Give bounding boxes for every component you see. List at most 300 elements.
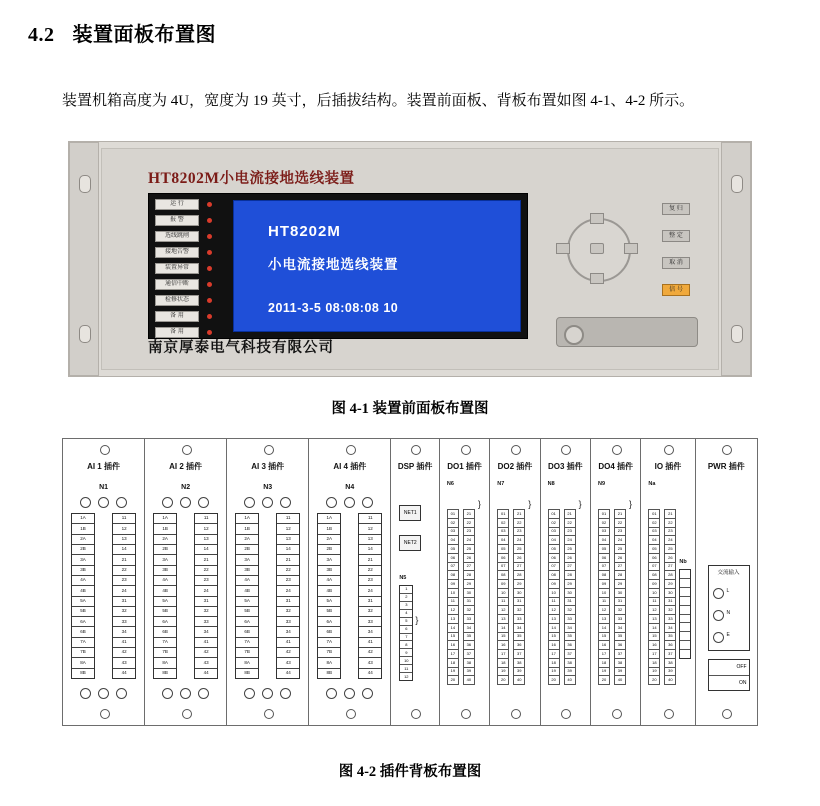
led-indicator-icon [207,266,212,271]
round-terminal-icon [198,688,209,699]
terminal-cell: 12 [359,524,381,534]
pin: 21 [463,509,475,518]
card-do3 [541,439,591,725]
terminal-cell: 31 [277,597,299,607]
round-terminal-icon [362,497,373,508]
pin: 02 [548,518,560,527]
pin-column-left [648,509,660,685]
pin: 10 [548,588,560,597]
pin: 38 [564,658,576,667]
pin: 02 [497,518,509,527]
pin: 22 [614,518,626,527]
pin: 11 [497,597,509,606]
pin: 39 [564,667,576,676]
pin: 25 [513,544,525,553]
pin: 37 [564,649,576,658]
terminal-cell: 6A [318,617,340,627]
pin: 26 [664,553,676,562]
terminal-cell: 11 [195,514,217,524]
round-terminal-icon [344,688,355,699]
pin: 35 [513,632,525,641]
power-terminal-label: 交流输入 [717,570,740,576]
round-terminal-icon [280,688,291,699]
pin: 12 [447,605,459,614]
led-row [155,198,225,212]
round-terminal-icon [244,497,255,508]
led-label: 运 行 [155,199,199,210]
pin: 10 [648,588,660,597]
page-title [28,18,216,47]
pin: 17 [548,649,560,658]
network-port-2[interactable]: NET2 [399,535,421,551]
screw-icon [264,709,274,719]
lcd-line-datetime: 2011-3-5 08:08:08 10 [268,301,399,315]
round-terminal-icon [262,688,273,699]
terminal-cell: 41 [277,638,299,648]
pin: 25 [564,544,576,553]
connector-pin [680,632,690,641]
card-title: PWR 插件 [707,462,745,471]
card-connector-id: N6 [446,481,454,487]
screw-icon [182,709,192,719]
connector-pin [680,570,690,579]
pin: 12 [548,605,560,614]
pin: 20 [548,675,560,685]
pin: 01 [548,509,560,518]
round-terminal-icon [162,497,173,508]
pin: 30 [664,588,676,597]
terminal-cell: 14 [359,545,381,555]
terminal-cell: 7A [236,638,258,648]
connector-pin: 10 [400,657,412,665]
terminal-cell: 7A [72,638,94,648]
pin: 11 [447,597,459,606]
connector-pin: 12 [404,673,409,679]
round-terminal-icon [326,688,337,699]
led-label: 接地告警 [155,247,199,258]
pin: 10 [598,588,610,597]
pin: 29 [513,579,525,588]
round-terminal-icon [180,497,191,508]
round-terminal-icon [116,688,127,699]
terminal-cell: 22 [195,566,217,576]
pin: 10 [497,588,509,597]
connector-pin: 1 [400,586,412,594]
pin: 03 [548,527,560,536]
pin: 24 [664,535,676,544]
led-label: 选线跳闸 [155,231,199,242]
pin-column-right [463,509,475,685]
pin: 25 [664,544,676,553]
key-right-button[interactable] [624,243,638,254]
terminal-cell: 43 [195,658,217,668]
terminal-cell: 4B [154,586,176,596]
connector-strip [679,569,691,659]
terminal-cell: 4B [236,586,258,596]
pin: 30 [564,588,576,597]
pin: 13 [497,614,509,623]
round-terminal-icon [244,688,255,699]
mounting-ear-right [721,142,751,376]
terminal-cell: 4B [72,586,94,596]
key-up-button[interactable] [590,213,604,224]
terminal-cell: 24 [195,586,217,596]
pin: 04 [497,535,509,544]
pin: 31 [664,597,676,606]
pin: 33 [463,614,475,623]
terminal-cell: 11 [359,514,381,524]
screw-icon [612,709,622,719]
pin: 01 [598,509,610,518]
pin: 39 [513,667,525,676]
key-enter-button[interactable] [590,243,604,254]
card-title: IO 插件 [654,462,682,471]
pin: 38 [513,658,525,667]
pin: 18 [548,658,560,667]
pin: 07 [598,562,610,571]
terminal-cell: 8A [154,658,176,668]
led-indicator-icon [207,298,212,303]
body-paragraph: 装置机箱高度为 4U，宽度为 19 英寸，后插拔结构。装置前面板、背板布置如图 4-1、4-2 所示。 [62,93,695,109]
power-terminal-icon [713,588,724,599]
screw-icon [511,709,521,719]
pin: 20 [648,675,660,685]
pin-column-left [447,509,459,685]
pin: 17 [598,649,610,658]
led-label: 检修状态 [155,295,199,306]
pin: 20 [447,675,459,685]
pin: 10 [447,588,459,597]
pin: 36 [513,640,525,649]
pin: 39 [463,667,475,676]
pin: 01 [497,509,509,518]
pin: 19 [648,667,660,676]
terminal-block-right [194,513,218,679]
pin: 15 [598,632,610,641]
pin: 35 [564,632,576,641]
pin: 34 [614,623,626,632]
terminal-cell: 33 [195,617,217,627]
pin: 17 [497,649,509,658]
pin: 19 [447,667,459,676]
led-label: 备 用 [155,311,199,322]
card-connector-id: N8 [547,481,555,487]
terminal-cell: 14 [277,545,299,555]
terminal-cell: 22 [113,566,135,576]
pin: 40 [463,675,475,685]
settings-button[interactable]: 整 定 [662,230,690,242]
screw-icon [346,445,356,455]
terminal-cell: 3B [154,566,176,576]
brace-marker: } [578,499,582,509]
pin: 14 [447,623,459,632]
led-indicator-icon [207,330,212,335]
pin: 40 [513,675,525,685]
pin: 37 [664,649,676,658]
terminal-cell: 6A [72,617,94,627]
pin: 23 [664,527,676,536]
pin: 26 [564,553,576,562]
terminal-cell: 3A [318,555,340,565]
pin: 19 [598,667,610,676]
terminal-cell: 14 [113,545,135,555]
terminal-cell: 2B [236,545,258,555]
terminal-cell: 2B [154,545,176,555]
pin-column-left [497,509,509,685]
device-name-text: 小电流接地选线装置 [219,171,355,187]
led-row [155,310,225,324]
terminal-cell: 11 [113,514,135,524]
card-title: AI 3 插件 [251,462,285,471]
card-title: DSP 插件 [397,462,433,471]
terminal-cell: 4A [236,576,258,586]
terminal-cell: 6B [154,627,176,637]
terminal-cell: 5A [236,597,258,607]
terminal-cell: 34 [113,627,135,637]
terminal-cell: 8B [162,670,168,676]
led-label: 报 警 [155,215,199,226]
reset-button[interactable]: 复 归 [662,203,690,215]
pin: 06 [447,553,459,562]
pin: 23 [614,527,626,536]
screw-icon [511,445,521,455]
terminal-cell: 3B [236,566,258,576]
pin: 08 [447,570,459,579]
pin: 22 [463,518,475,527]
terminal-cell: 44 [367,670,373,676]
brace-marker: } [477,499,481,509]
dip-switch-on-label[interactable]: ON [739,679,747,686]
terminal-cell: 24 [359,586,381,596]
brace-marker: } [629,499,633,509]
terminal-cell: 13 [195,535,217,545]
terminal-cell: 4B [318,586,340,596]
key-down-button[interactable] [590,273,604,284]
pin: 05 [548,544,560,553]
screw-icon [264,445,274,455]
round-terminal-row [63,497,144,508]
card-connector-id-2: Nb [679,559,687,565]
pin: 34 [664,623,676,632]
cancel-button[interactable]: 取 消 [662,257,690,269]
led-row [155,278,225,292]
round-terminal-icon [362,688,373,699]
connector-pin: 2 [400,594,412,602]
navigation-keypad[interactable] [554,215,640,301]
terminal-cell: 6B [72,627,94,637]
terminal-cell: 3B [318,566,340,576]
terminal-cell: 21 [277,555,299,565]
terminal-cell: 3B [72,566,94,576]
pin: 15 [497,632,509,641]
pin: 11 [648,597,660,606]
round-terminal-row [145,497,226,508]
card-title: DO1 插件 [447,462,482,471]
power-terminal-block [708,565,750,651]
pin: 15 [447,632,459,641]
signal-button[interactable]: 信 号 [662,284,690,296]
pin: 27 [664,562,676,571]
pin: 32 [564,605,576,614]
pin: 13 [598,614,610,623]
terminal-block-left [235,513,259,679]
pin: 07 [447,562,459,571]
card-connector-id: N9 [598,481,606,487]
screw-icon [561,445,571,455]
pin: 22 [664,518,676,527]
pin: 01 [648,509,660,518]
section-heading-text: 装置面板布置图 [72,24,216,46]
card-ai1 [63,439,145,725]
terminal-cell: 31 [195,597,217,607]
connector-pin: 4 [400,610,412,618]
terminal-cell: 8A [318,658,340,668]
pin: 28 [564,570,576,579]
terminal-cell: 2A [318,535,340,545]
pin: 32 [513,605,525,614]
terminal-cell: 6B [236,627,258,637]
terminal-cell: 13 [359,535,381,545]
pin: 20 [497,675,509,685]
power-terminal-text: E [726,632,730,638]
round-terminal-row [227,497,308,508]
pin: 03 [497,527,509,536]
pin: 16 [598,640,610,649]
pin: 23 [513,527,525,536]
card-title: AI 4 插件 [333,462,367,471]
card-connector-id: N3 [263,484,273,491]
pin: 11 [548,597,560,606]
terminal-cell: 8A [72,658,94,668]
pin: 39 [664,667,676,676]
pin: 06 [648,553,660,562]
pin: 27 [614,562,626,571]
card-connector-id: N2 [181,484,191,491]
pin: 12 [497,605,509,614]
connector-pin [680,579,690,588]
terminal-cell: 4A [154,576,176,586]
connector-pin: 3 [400,602,412,610]
brace-marker: } [528,499,532,509]
terminal-cell: 1A [318,514,340,524]
pin: 34 [463,623,475,632]
card-title: AI 1 插件 [87,462,120,471]
dip-switch[interactable] [708,659,750,691]
led-label: 装置异常 [155,263,199,274]
pin: 36 [614,640,626,649]
pin: 21 [664,509,676,518]
card-title: DO3 插件 [547,462,583,471]
pin: 14 [548,623,560,632]
pin: 33 [614,614,626,623]
device-model-label [148,167,355,188]
terminal-cell: 3A [154,555,176,565]
pin: 28 [513,570,525,579]
pin: 29 [614,579,626,588]
pin: 38 [463,658,475,667]
pin: 26 [463,553,475,562]
led-indicator-icon [207,202,212,207]
pin: 30 [463,588,475,597]
led-indicator-icon [207,282,212,287]
pin: 38 [614,658,626,667]
pin: 34 [513,623,525,632]
terminal-cell: 31 [113,597,135,607]
pin: 16 [548,640,560,649]
terminal-cell: 42 [359,648,381,658]
pin: 08 [548,570,560,579]
round-terminal-icon [98,497,109,508]
terminal-cell: 1A [236,514,258,524]
mounting-ear-left [69,142,99,376]
round-terminal-icon [198,497,209,508]
terminal-cell: 6B [318,627,340,637]
terminal-cell: 44 [203,670,209,676]
network-port-1[interactable]: NET1 [399,505,421,521]
card-connector-id: Na [648,481,656,487]
terminal-cell: 12 [113,524,135,534]
pin: 09 [598,579,610,588]
round-terminal-row [145,688,226,699]
terminal-cell: 2A [154,535,176,545]
terminal-cell: 1B [154,524,176,534]
terminal-cell: 32 [113,607,135,617]
pin: 24 [513,535,525,544]
pin: 37 [513,649,525,658]
pin: 04 [598,535,610,544]
pin: 07 [497,562,509,571]
pin: 28 [463,570,475,579]
round-terminal-icon [280,497,291,508]
terminal-block-left [153,513,177,679]
pin: 07 [648,562,660,571]
led-row [155,262,225,276]
pin: 09 [447,579,459,588]
dip-switch-off-label[interactable]: OFF [709,660,749,676]
led-row [155,230,225,244]
pin: 12 [598,605,610,614]
pin: 18 [648,658,660,667]
key-left-button[interactable] [556,243,570,254]
terminal-block-left [317,513,341,679]
power-terminal-text: N [726,610,731,616]
screw-icon [182,445,192,455]
pin: 11 [598,597,610,606]
screw-icon [346,709,356,719]
device-model-text: HT8202M [148,170,220,187]
terminal-cell: 7B [154,648,176,658]
terminal-cell: 6A [154,617,176,627]
pin: 03 [598,527,610,536]
terminal-cell: 41 [113,638,135,648]
lcd-line-model: HT8202M [268,223,341,240]
mount-slot-icon [79,175,91,193]
terminal-cell: 23 [277,576,299,586]
front-panel-figure [68,141,752,377]
pin: 40 [664,675,676,685]
connector-pin: 6 [400,626,412,634]
terminal-cell: 5B [236,607,258,617]
pin: 33 [513,614,525,623]
round-terminal-icon [262,497,273,508]
pin: 05 [497,544,509,553]
pin: 13 [648,614,660,623]
pin: 16 [447,640,459,649]
card-connector-id: N5 [399,575,407,581]
pin: 29 [463,579,475,588]
round-terminal-row [309,688,390,699]
connector-pin [680,650,690,658]
